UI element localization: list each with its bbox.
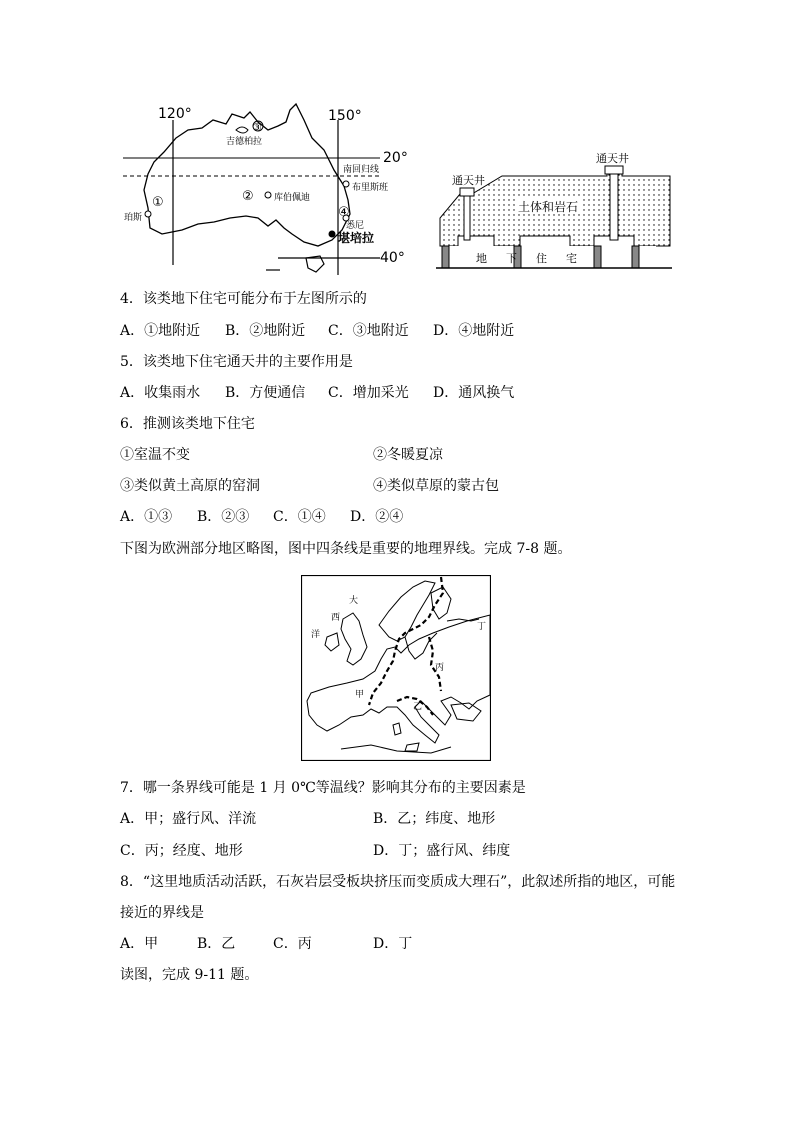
q7-option-c[interactable]: C．丙；经度、地形 — [120, 843, 243, 859]
q6-option-c[interactable]: C．①④ — [273, 509, 326, 525]
q6-statement-3: ③类似黄土高原的窑洞 — [120, 478, 260, 494]
atlantic-da-label: 大 — [349, 596, 359, 606]
q6-stem: 6．推测该类地下住宅 — [120, 416, 255, 432]
longitude-120-label: 120° — [158, 106, 192, 122]
q5-option-a[interactable]: A．收集雨水 — [120, 385, 201, 401]
atlantic-yang-label: 洋 — [311, 630, 321, 640]
q7-option-d[interactable]: D．丁；盛行风、纬度 — [373, 843, 511, 859]
house-label-4: 宅 — [566, 252, 577, 265]
q8-option-b[interactable]: B．乙 — [197, 936, 236, 952]
q5-option-b[interactable]: B．方便通信 — [225, 385, 306, 401]
underground-house-diagram — [432, 148, 682, 272]
q4-option-b[interactable]: B．②地附近 — [225, 323, 306, 339]
house-label-3: 住 — [536, 252, 547, 265]
shaft-right-label: 通天井 — [596, 152, 629, 165]
intro-9-11: 读图，完成 9-11 题。 — [120, 967, 259, 983]
latitude-20-label: 20° — [383, 150, 408, 166]
soil-label: 土体和岩石 — [518, 200, 579, 214]
q6-option-a[interactable]: A．①③ — [120, 509, 173, 525]
shaft-left-label: 通天井 — [452, 174, 485, 187]
perth-label: 珀斯 — [124, 213, 143, 223]
q4-option-a[interactable]: A．①地附近 — [120, 323, 201, 339]
intro-7-8: 下图为欧洲部分地区略图，图中四条线是重要的地理界线。完成 7-8 题。 — [120, 541, 572, 557]
site-2-marker: ② — [242, 189, 254, 204]
q4-option-d[interactable]: D．④地附近 — [433, 323, 515, 339]
coober-label: 库伯佩迪 — [274, 193, 311, 203]
geraldton-label: 吉德柏拉 — [226, 137, 263, 147]
europe-map — [301, 575, 491, 761]
q4-stem: 4．该类地下住宅可能分布于左图所示的 — [120, 291, 367, 307]
q8-option-a[interactable]: A．甲 — [120, 936, 159, 952]
tropic-label: 南回归线 — [343, 165, 380, 175]
line-yi-label: 乙 — [413, 702, 423, 712]
line-jia-label: 甲 — [355, 690, 365, 700]
q7-stem: 7．哪一条界线可能是 1 月 0℃等温线？影响其分布的主要因素是 — [120, 780, 526, 796]
q7-option-b[interactable]: B．乙；纬度、地形 — [373, 811, 496, 827]
q8-option-c[interactable]: C．丙 — [273, 936, 312, 952]
site-3-marker: ③ — [252, 121, 262, 134]
q5-option-d[interactable]: D．通风换气 — [433, 385, 515, 401]
q8-stem-line-2: 接近的界线是 — [120, 905, 204, 921]
q6-option-d[interactable]: D．②④ — [350, 509, 404, 525]
q4-option-c[interactable]: C．③地附近 — [328, 323, 409, 339]
q6-option-b[interactable]: B．②③ — [197, 509, 250, 525]
line-bing-label: 丙 — [435, 663, 445, 673]
house-label-2: 下 — [506, 252, 517, 265]
site-4-marker: ④ — [338, 205, 350, 220]
australia-map — [118, 100, 418, 280]
line-ding-label: 丁 — [477, 622, 487, 632]
canberra-label: 堪培拉 — [338, 231, 375, 245]
q6-statement-1: ①室温不变 — [120, 447, 190, 463]
brisbane-label: 布里斯班 — [352, 183, 389, 193]
longitude-150-label: 150° — [328, 108, 362, 124]
q7-option-a[interactable]: A．甲；盛行风、洋流 — [120, 811, 257, 827]
q8-option-d[interactable]: D．丁 — [373, 936, 413, 952]
q8-stem-line-1: 8．“这里地质活动活跃，石灰岩层受板块挤压而变质成大理石”，此叙述所指的地区，可能 — [120, 874, 676, 890]
q6-statement-4: ④类似草原的蒙古包 — [373, 478, 499, 494]
atlantic-xi-label: 西 — [331, 613, 341, 623]
site-1-marker: ① — [152, 195, 164, 210]
sydney-label: 悉尼 — [346, 221, 365, 231]
q6-statement-2: ②冬暖夏凉 — [373, 447, 443, 463]
q5-stem: 5．该类地下住宅通天井的主要作用是 — [120, 354, 353, 370]
latitude-40-label: 40° — [380, 250, 405, 266]
house-label-1: 地 — [476, 252, 487, 265]
q5-option-c[interactable]: C．增加采光 — [328, 385, 409, 401]
